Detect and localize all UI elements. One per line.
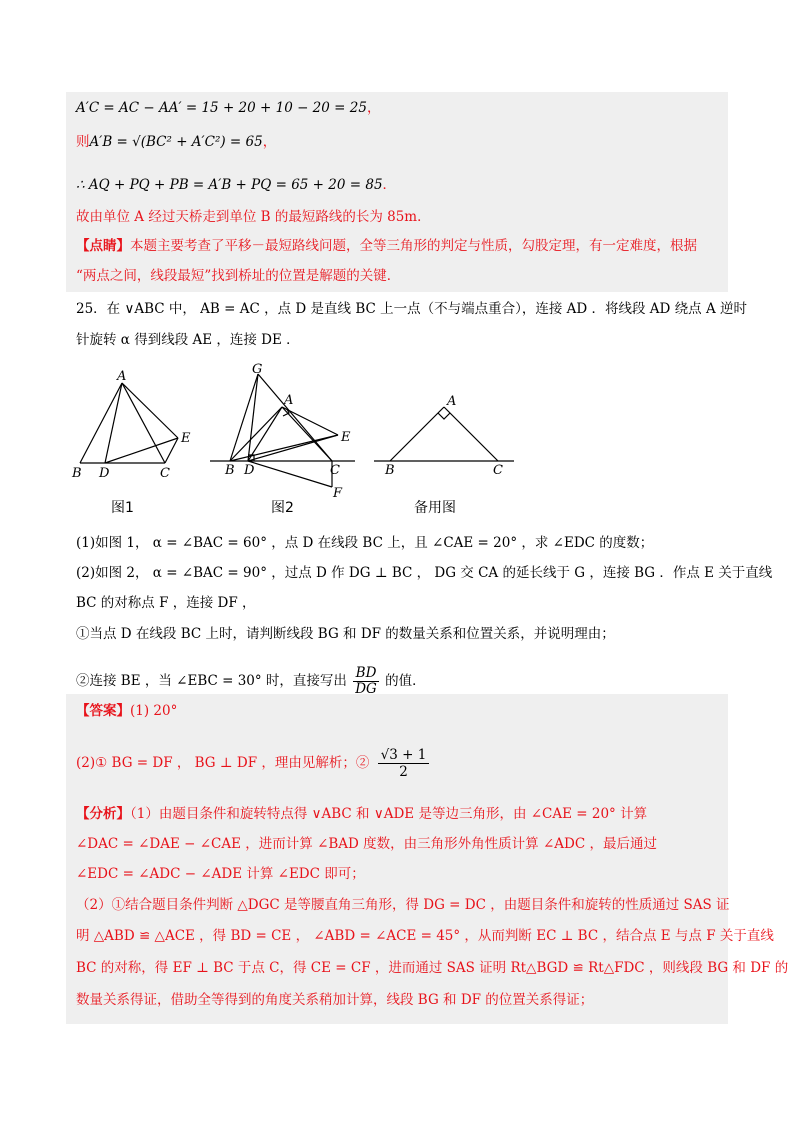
spare-label-c: C: [493, 463, 503, 478]
analysis-line-3: ∠EDC = ∠ADC − ∠ADE 计算 ∠EDC 即可；: [76, 866, 365, 882]
text: (2)① BG = DF ， BG ⊥ DF ，理由见解析；②: [76, 755, 370, 771]
commentary-line-1: [76, 236, 697, 256]
question-2-part-2: [76, 666, 426, 697]
fig2-label-d: D: [244, 463, 255, 478]
denominator: DG: [355, 681, 377, 697]
text: 的值．: [385, 673, 426, 689]
solution-line-2: [76, 132, 276, 152]
solution-line-4: 故由单位 A 经过天桥走到单位 B 的最短路线的长为 85m．: [76, 209, 431, 225]
fig2-label-f: F: [333, 486, 343, 501]
analysis-line-4: （2）①结合题目条件判断 △DGC 是等腰直角三角形，得 DG = DC ，由题目条件和旋转的性质通过 SAS 证: [76, 897, 730, 913]
commentary-tag: 【点睛】: [76, 238, 130, 254]
fig2-label-a: A: [284, 393, 294, 408]
analysis-line-6: BC 的对称，得 EF ⊥ BC 于点 C，得 CE = CF ，进而通过 SAS 证明 Rt△BGD ≌ Rt△FDC ，则线段 BG 和 DF 的: [76, 960, 789, 976]
solution-line-3: [76, 175, 396, 195]
problem-statement-2: 针旋转 α 得到线段 AE ，连接 DE ．: [76, 332, 300, 348]
numerator: √3 + 1: [378, 747, 430, 764]
analysis-line-1: [76, 804, 647, 824]
text: 则: [76, 134, 90, 150]
figure-2-caption: 图2: [271, 500, 294, 516]
fraction-bd-dg: [353, 666, 379, 697]
text: （1）由题目条件和旋转特点得 ∨ABC 和 ∨ADE 是等边三角形，由 ∠CAE = 20° 计算: [130, 806, 648, 822]
equation: A′B = √(BC² + A′C²) = 65: [89, 134, 263, 150]
punct: ，: [262, 134, 277, 150]
equation: A′C = AC − AA′ = 15 + 20 + 10 − 20 = 25: [76, 100, 367, 116]
analysis-line-5: 明 △ABD ≌ △ACE ，得 BD = CE ， ∠ABD = ∠ACE = 45° ，从而判断 EC ⊥ BC ，结合点 E 与点 F 关于直线: [76, 928, 774, 944]
denominator: 2: [399, 764, 408, 780]
answer-tag: 【答案】: [76, 703, 130, 719]
fig1-label-d: D: [99, 466, 110, 481]
fig1-label-e: E: [181, 431, 191, 446]
question-2-line-2: BC 的对称点 F ，连接 DF ，: [76, 595, 256, 611]
text: (1) 20°: [130, 703, 178, 719]
fraction-answer: [378, 747, 430, 780]
fig2-label-e: E: [341, 430, 351, 445]
commentary-line-2: “两点之间，线段最短”找到桥址的位置是解题的关键．: [76, 268, 401, 284]
figure-spare: [374, 407, 514, 461]
answer-line-2: [76, 747, 429, 780]
analysis-line-7: 数量关系得证，借助全等得到的角度关系稍加计算，线段 BG 和 DF 的位置关系得证；: [76, 992, 594, 1008]
figure-1: [80, 383, 178, 463]
fig2-label-g: G: [252, 362, 263, 377]
question-1: (1)如图 1， α = ∠BAC = 60° ，点 D 在线段 BC 上，且 ∠CAE = 20° ，求 ∠EDC 的度数；: [76, 535, 654, 551]
spare-label-a: A: [447, 394, 457, 409]
punct: ，: [366, 100, 381, 116]
equation: ∴ AQ + PQ + PB = A′B + PQ = 65 + 20 = 85: [76, 177, 383, 193]
fig1-label-c: C: [160, 466, 170, 481]
analysis-line-2: ∠DAC = ∠DAE − ∠CAE ，进而计算 ∠BAD 度数，由三角形外角性质计算 ∠ADC ，最后通过: [76, 836, 657, 852]
fig1-label-b: B: [72, 466, 82, 481]
spare-label-b: B: [385, 463, 395, 478]
solution-line-1: [76, 98, 380, 118]
fig2-label-b: B: [225, 463, 235, 478]
fig1-label-a: A: [117, 369, 127, 384]
question-2-line-1: (2)如图 2， α = ∠BAC = 90° ，过点 D 作 DG ⊥ BC ， DG 交 CA 的延长线于 G ，连接 BG ．作点 E 关于直线: [76, 565, 773, 581]
analysis-tag: 【分析】: [76, 806, 130, 822]
figure-spare-caption: 备用图: [414, 500, 456, 516]
fig2-label-c: C: [330, 463, 340, 478]
punct: ．: [382, 177, 397, 193]
question-2-part-1: ①当点 D 在线段 BC 上时，请判断线段 BG 和 DF 的数量关系和位置关系，并说明理由；: [76, 626, 615, 642]
numerator: BD: [353, 666, 379, 682]
figure-1-caption: 图1: [111, 500, 134, 516]
text: ②连接 BE ，当 ∠EBC = 30° 时，直接写出: [76, 673, 347, 689]
problem-statement-1: 25．在 ∨ABC 中， AB = AC ，点 D 是直线 BC 上一点（不与端点重合），连接 AD ．将线段 AD 绕点 A 逆时: [76, 301, 747, 317]
answer-line-1: [76, 701, 177, 721]
text: 本题主要考查了平移－最短路线问题，全等三角形的判定与性质，勾股定理，有一定难度，根据: [130, 238, 697, 254]
